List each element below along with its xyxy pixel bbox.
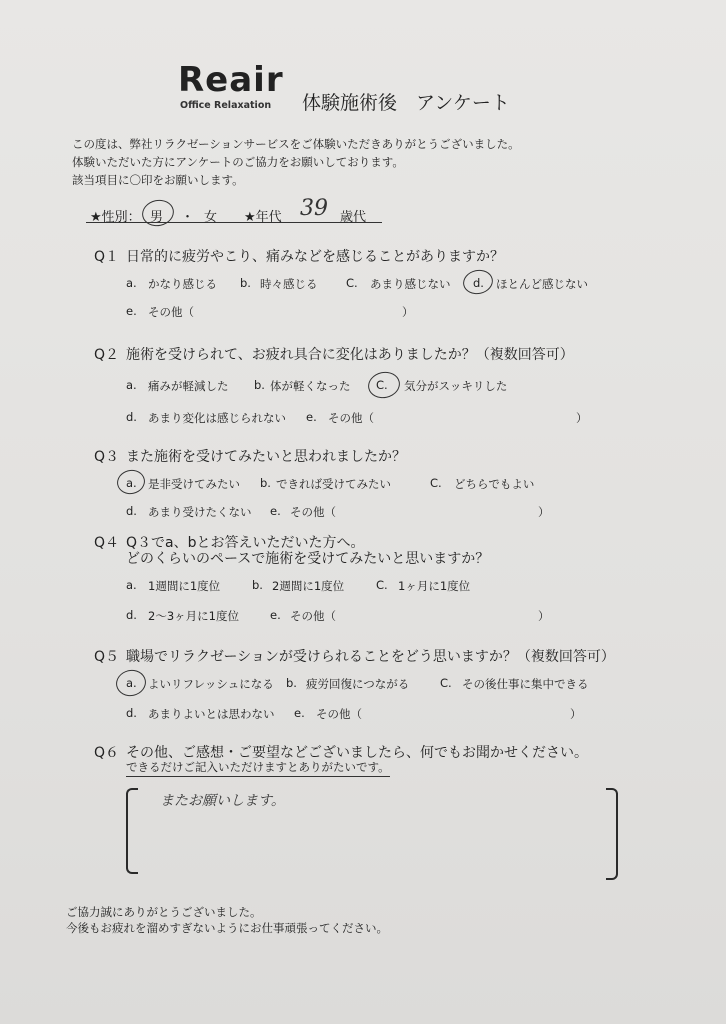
q6-question: その他、ご感想・ご要望などございましたら、何でもお聞かせください。 [126, 745, 588, 761]
q5-option-d[interactable]: あまりよいとは思わない [148, 707, 275, 721]
q1-option-d[interactable]: ほとんど感じない [496, 277, 588, 291]
q3-question: また施術を受けてみたいと思われましたか？ [126, 449, 406, 465]
q4-option-e[interactable]: その他（ [290, 609, 336, 623]
q2-option-d[interactable]: あまり変化は感じられない [148, 411, 286, 425]
q1-option-c[interactable]: あまり感じない [370, 277, 451, 291]
q3-a-key: a. [126, 476, 137, 490]
q1-option-a[interactable]: かなり感じる [148, 277, 217, 291]
q1-option-b[interactable]: 時々感じる [260, 277, 318, 291]
q5-b-key: b. [286, 676, 297, 690]
q3-option-c[interactable]: どちらでもよい [454, 477, 535, 491]
q6-note: できるだけご記入いただけますとありがたいです。 [126, 759, 390, 777]
footer-line-2: 今後もお疲れを溜めすぎないようにお仕事頑張ってください。 [66, 921, 388, 935]
q4-c-key: C. [376, 578, 388, 592]
q5-d-key: d. [126, 706, 137, 720]
gender-female-option[interactable]: 女 [204, 210, 218, 225]
brand-logo: Reair [178, 60, 284, 100]
q3-option-d[interactable]: あまり受けたくない [148, 505, 252, 519]
q3-b-key: b. [260, 476, 271, 490]
q3-e-key: e. [270, 504, 281, 518]
q5-question: 職場でリラクゼーションが受けられることをどう思いますか？（複数回答可） [126, 649, 615, 665]
q1-other-close: ） [402, 305, 414, 319]
q3-option-b[interactable]: できれば受けてみたい [276, 477, 391, 491]
q5-a-key: a. [126, 676, 137, 690]
q1-a-key: a. [126, 276, 137, 290]
q6-number: Q６ [94, 745, 120, 761]
q1-number: Q１ [94, 249, 120, 265]
q4-d-key: d. [126, 608, 137, 622]
q3-d-key: d. [126, 504, 137, 518]
q4-option-a[interactable]: 1週間に1度位 [148, 579, 221, 593]
q5-option-b[interactable]: 疲労回復につながる [306, 677, 410, 691]
gender-label: ★性別： [90, 210, 141, 225]
male-circle-mark [140, 197, 177, 229]
q2-c-key: C. [376, 378, 388, 392]
q4-number: Q４ [94, 535, 120, 551]
brand-logo-subtitle: Office Relaxation [180, 100, 272, 111]
gender-male-option[interactable]: 男 [150, 210, 164, 225]
q5-option-c[interactable]: その後仕事に集中できる [462, 677, 589, 691]
gender-separator: ・ [181, 210, 195, 225]
age-suffix: 歳代 [340, 210, 367, 225]
intro-line-3: 該当項目に〇印をお願いします。 [72, 173, 244, 187]
q3-option-a[interactable]: 是非受けてみたい [148, 477, 240, 491]
q2-e-key: e. [306, 410, 317, 424]
intro-line-2: 体験いただいた方にアンケートのご協力をお願いしております。 [72, 155, 404, 169]
comment-handwritten-answer[interactable]: またお願いします。 [160, 793, 285, 809]
q5-option-a[interactable]: よいリフレッシュになる [148, 677, 274, 691]
q2-option-c[interactable]: 気分がスッキリした [404, 379, 508, 393]
q2-question: 施術を受けられて、お疲れ具合に変化はありましたか？（複数回答可） [126, 347, 574, 363]
q5-option-e[interactable]: その他（ [316, 707, 362, 721]
q5-number: Q５ [94, 649, 120, 665]
q4-e-key: e. [270, 608, 281, 622]
q1-question: 日常的に疲労やこり、痛みなどを感じることがありますか？ [126, 249, 504, 265]
q4-a-key: a. [126, 578, 137, 592]
q2-number: Q２ [94, 347, 120, 363]
q3-a-circle-mark [115, 467, 147, 496]
q1-d-circle-mark [461, 267, 495, 297]
q3-number: Q３ [94, 449, 120, 465]
q4-question-line-2: どのくらいのペースで施術を受けてみたいと思いますか？ [126, 551, 490, 567]
q1-option-e[interactable]: その他（ [148, 305, 194, 319]
q2-c-circle-mark [366, 369, 403, 401]
q4-option-c[interactable]: 1ヶ月に1度位 [398, 579, 471, 593]
q4-option-b[interactable]: 2週間に1度位 [272, 579, 345, 593]
q2-other-close: ） [576, 411, 588, 425]
q5-other-close: ） [570, 707, 582, 721]
q4-b-key: b. [252, 578, 263, 592]
q4-other-close: ） [538, 609, 550, 623]
q2-b-key: b. [254, 378, 265, 392]
q2-option-a[interactable]: 痛みが軽減した [148, 379, 229, 393]
q2-option-e[interactable]: その他（ [328, 411, 374, 425]
q4-option-d[interactable]: 2～3ヶ月に1度位 [148, 609, 239, 623]
intro-line-1: この度は、弊社リラクゼーションサービスをご体験いただきありがとうございました。 [72, 137, 520, 151]
q1-d-key: d. [473, 276, 484, 290]
q3-other-close: ） [538, 505, 550, 519]
q2-a-key: a. [126, 378, 137, 392]
comment-box-right-bracket [606, 788, 618, 880]
age-label: ★年代 [244, 210, 282, 225]
footer-line-1: ご協力誠にありがとうございました。 [66, 905, 262, 919]
q3-c-key: C. [430, 476, 442, 490]
q2-option-b[interactable]: 体が軽くなった [270, 379, 351, 393]
q5-e-key: e. [294, 706, 305, 720]
q2-d-key: d. [126, 410, 137, 424]
q1-c-key: C. [346, 276, 358, 290]
q3-option-e[interactable]: その他（ [290, 505, 336, 519]
document-title: 体験施術後 アンケート [302, 92, 510, 114]
q1-b-key: b. [240, 276, 251, 290]
q5-a-circle-mark [114, 667, 149, 699]
q1-e-key: e. [126, 304, 137, 318]
q5-c-key: C. [440, 676, 452, 690]
q4-question-line-1: Q３でa、bとお答えいただいた方へ。 [126, 535, 365, 551]
age-handwritten-value[interactable]: 39 [300, 196, 328, 221]
comment-box-left-bracket [126, 788, 138, 874]
